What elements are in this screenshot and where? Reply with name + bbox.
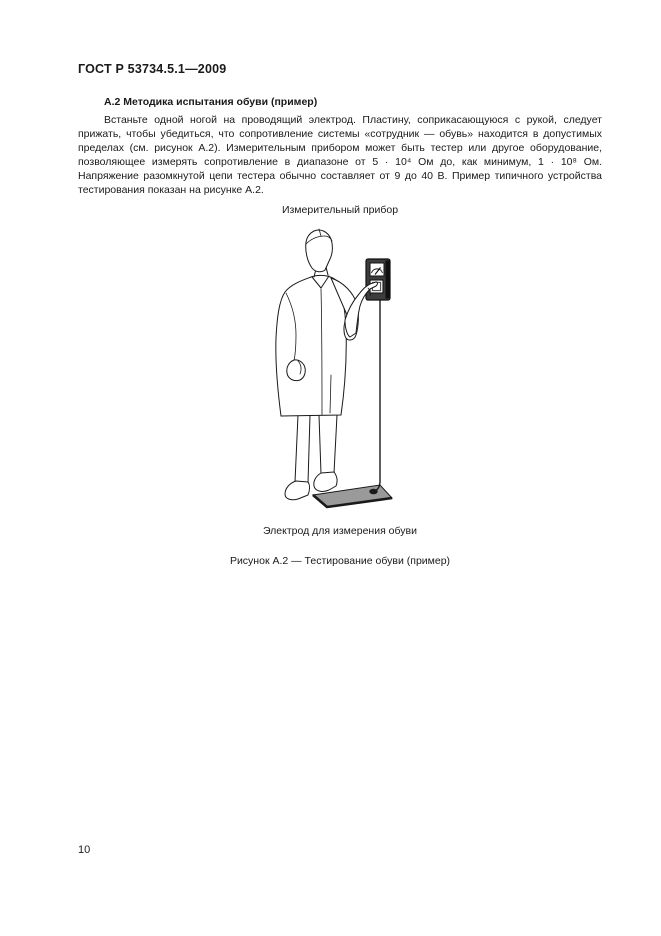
figure-caption: Рисунок А.2 — Тестирование обуви (пример) [229,555,451,567]
person-figure [275,229,358,500]
ground-cable-line [374,299,380,491]
section-heading: А.2 Методика испытания обуви (пример) [104,96,318,108]
figure-label-electrode: Электрод для измерения обуви [262,525,418,537]
footwear-test-drawing [270,225,410,517]
meter-side-shade [385,261,389,299]
figure-illustration [0,225,661,517]
person-hand-hanging [286,360,304,381]
person-shoe-on-plate [313,472,336,491]
measuring-device [366,259,390,300]
person-leg [295,415,310,483]
page-number: 10 [78,844,91,856]
person-shoe [285,481,310,500]
meter-gauge-window [370,263,384,276]
lab-coat [275,275,345,416]
person-leg [319,415,337,474]
figure-label-measuring-device: Измерительный прибор [281,204,399,216]
cable-connector [369,489,377,495]
doc-header: ГОСТ Р 53734.5.1—2009 [78,62,227,76]
body-paragraph: Встаньте одной ногой на проводящий электрод. Пластину, соприкасающуюся с рукой, следует прижать, чтобы убедиться, что сопротивление системы «сотрудник — обувь» находится в допустимых пределах (см. рисунок А.2). Измерительным прибором может быть тестер или другое оборудование, позволяющее измерять сопротивление в диапазоне от 5 · 10⁴ Ом до, как минимум, 1 · 10⁸ Ом. Напряжение разомкнутой цепи тестера обычно составляет от 9 до 40 В. Пример типичного устройства тестирования показан на рисунке А.2. [78,114,602,196]
